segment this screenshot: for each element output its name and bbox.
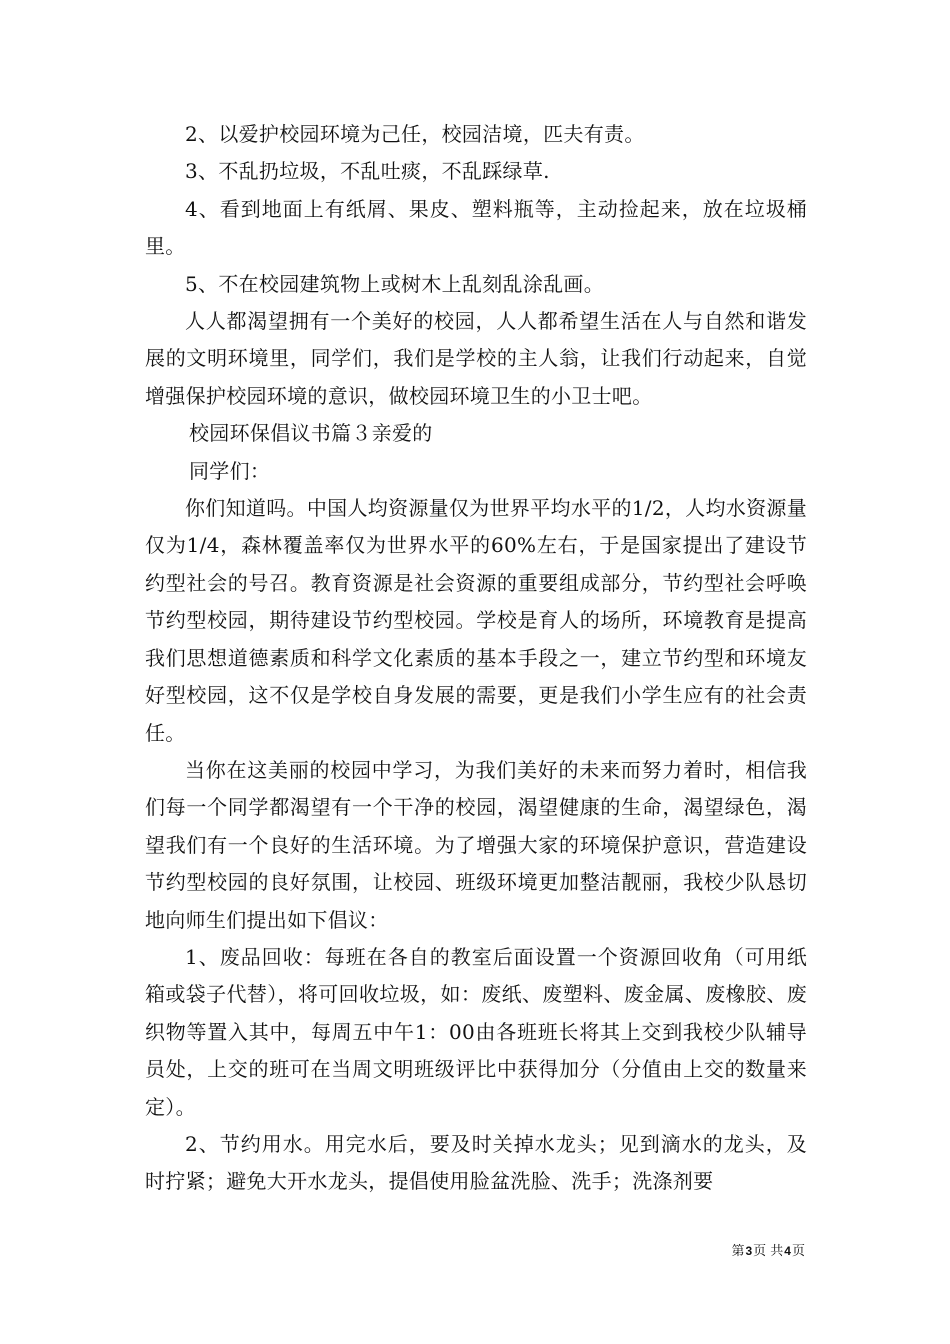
intro-paragraph: 你们知道吗。中国人均资源量仅为世界平均水平的1/2，人均水资源量仅为1/4，森林覆盖率仅为世界水平的60%左右，于是国家提出了建设节约型社会的号召。教育资源是社会资源的重要组成部分，节约型社会呼唤节约型校园，期待建设节约型校园。学校是育人的场所，环境教育是提高我们思想道德素质和科学文化素质的基本手段之一，建立节约型和环境友好型校园，这不仅是学校自身发展的需要，更是我们小学生应有的社会责任。 bbox=[145, 496, 807, 745]
document-body bbox=[145, 116, 807, 1201]
context-paragraph: 当你在这美丽的校园中学习，为我们美好的未来而努力着时，相信我们每一个同学都渴望有一个干净的校园，渴望健康的生命，渴望绿色，渴望我们有一个良好的生活环境。为了增强大家的环境保护意识，营造建设节约型校园的良好氛围，让校园、班级环境更加整洁靓丽，我校少队恳切地向师生们提出如下倡议： bbox=[145, 757, 807, 932]
page-footer bbox=[731, 1242, 805, 1261]
paragraph-item-2: 2、以爱护校园环境为己任，校园洁境，匹夫有责。 bbox=[185, 122, 645, 146]
proposal-item-1: 1、废品回收：每班在各自的教室后面设置一个资源回收角（可用纸箱或袋子代替），将可回收垃圾，如：废纸、废塑料、废金属、废橡胶、废织物等置入其中，每周五中午1：00由各班班长将其上交到我校少队辅导员处，上交的班可在当周文明班级评比中获得加分（分值由上交的数量来定）。 bbox=[145, 944, 807, 1119]
footer-total-pages: 4 bbox=[784, 1244, 791, 1258]
section-title: 校园环保倡议书篇３亲爱的 bbox=[189, 421, 433, 446]
footer-suffix: 页 bbox=[791, 1244, 805, 1259]
salutation: 同学们： bbox=[189, 458, 271, 483]
footer-current-page: 3 bbox=[745, 1244, 753, 1258]
footer-prefix: 第 bbox=[731, 1244, 745, 1259]
proposal-item-2: 2、节约用水。用完水后，要及时关掉水龙头；见到滴水的龙头，及时拧紧；避免大开水龙头，提倡使用脸盆洗脸、洗手；洗涤剂要 bbox=[145, 1131, 807, 1194]
closing-paragraph: 人人都渴望拥有一个美好的校园，人人都希望生活在人与自然和谐发展的文明环境里，同学们，我们是学校的主人翁，让我们行动起来，自觉增强保护校园环境的意识，做校园环境卫生的小卫士吧。 bbox=[145, 309, 807, 408]
footer-middle: 页 共 bbox=[753, 1244, 784, 1259]
paragraph-item-5: 5、不在校园建筑物上或树木上乱刻乱涂乱画。 bbox=[185, 271, 605, 296]
paragraph-item-3: 3、不乱扔垃圾，不乱吐痰，不乱踩绿草. bbox=[185, 159, 550, 184]
paragraph-item-4: 4、看到地面上有纸屑、果皮、塑料瓶等，主动捡起来，放在垃圾桶里。 bbox=[145, 196, 807, 259]
